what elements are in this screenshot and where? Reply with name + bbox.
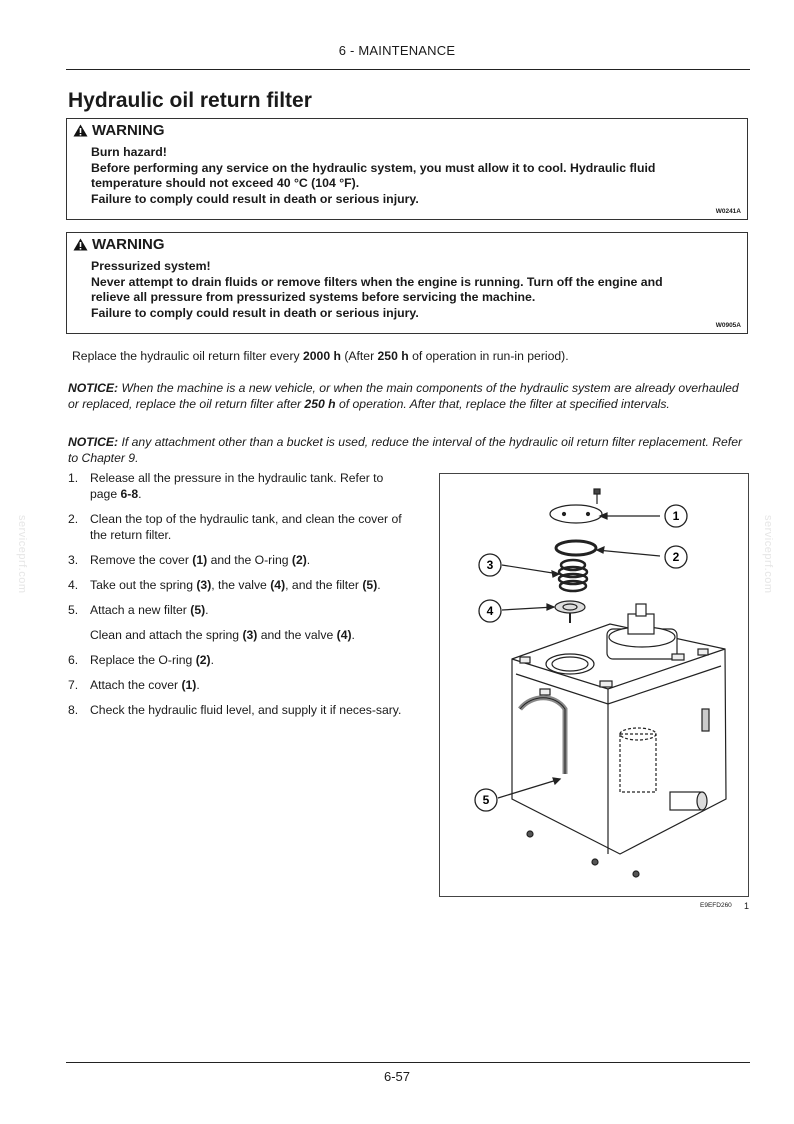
- notice-attachment: [68, 434, 752, 467]
- warning-heading: [73, 122, 165, 139]
- page-header-title: 6 - MAINTENANCE: [338, 43, 456, 58]
- figure-hydraulic-tank: [439, 473, 749, 897]
- warning-line: temperature should not exceed 40 °C (104 °F).: [91, 176, 360, 190]
- step-item: [68, 511, 413, 543]
- warning-box-burn: [66, 118, 748, 220]
- step-number: 5.: [68, 603, 79, 617]
- step-reference: (3): [242, 628, 258, 642]
- step-reference: (1): [181, 678, 197, 692]
- warning-label: WARNING: [92, 122, 165, 139]
- step-number: 1.: [68, 471, 79, 485]
- notice-text: When the machine is a new vehicle, or when the main components of the hydraulic system are already overhauled or replaced, replace the oil return filter after: [68, 381, 739, 412]
- step-item: [68, 677, 413, 693]
- warning-line: Failure to comply could result in death or serious injury.: [91, 305, 419, 320]
- warning-line: Never attempt to drain fluids or remove filters when the engine is running. Turn off the engine and: [91, 274, 663, 289]
- step-reference: (2): [291, 553, 307, 567]
- step-body: [90, 677, 413, 693]
- step-text: Clean and attach the spring: [90, 628, 243, 642]
- step-text: , the valve: [211, 578, 271, 592]
- step-text: Take out the spring: [90, 578, 197, 592]
- step-number: 4.: [68, 578, 79, 592]
- step-item: [68, 602, 413, 618]
- step-text: , and the filter: [285, 578, 363, 592]
- step-reference: (2): [195, 653, 211, 667]
- step-reference: (5): [362, 578, 378, 592]
- step-number: 8.: [68, 703, 79, 717]
- step-number: 2.: [68, 512, 79, 526]
- intro-interval: 2000 h: [303, 349, 341, 363]
- step-text: .: [138, 487, 142, 501]
- callout-3-label: 3: [486, 558, 494, 572]
- step-body: [90, 702, 413, 718]
- footer-rule: [66, 1062, 750, 1063]
- step-text: Release all the pressure in the hydraulic tank. Refer to page: [90, 471, 384, 501]
- watermark-right: serviceprf.com: [762, 515, 774, 594]
- step-body: [90, 552, 413, 568]
- page-number: 6-57: [383, 1069, 411, 1084]
- step-text: .: [377, 578, 381, 592]
- callout-4-label: 4: [486, 604, 494, 618]
- intro-text: of operation in run-in period).: [408, 349, 569, 363]
- step-reference: 6-8: [120, 487, 139, 501]
- step-item: [68, 702, 413, 718]
- notice-text: of operation. After that, replace the filter at specified intervals.: [335, 397, 670, 412]
- step-text: Attach the cover: [90, 678, 182, 692]
- step-item: [68, 552, 413, 568]
- notice-label: NOTICE:: [68, 435, 119, 449]
- notice-text: If any attachment other than a bucket is used, reduce the interval of the hydraulic oil return filter replacement. Refer to Chapter 9.: [68, 435, 743, 466]
- step-text: and the valve: [257, 628, 337, 642]
- step-body: [90, 470, 413, 502]
- step-reference: (4): [270, 578, 286, 592]
- warning-line: Failure to comply could result in death or serious injury.: [91, 191, 419, 206]
- step-text: and the O-ring: [207, 553, 292, 567]
- warning-line: Burn hazard!: [91, 145, 167, 159]
- step-text: Attach a new filter: [90, 603, 191, 617]
- step-reference: (3): [196, 578, 212, 592]
- warning-label: WARNING: [92, 236, 165, 253]
- intro-text: (After: [340, 349, 378, 363]
- header-rule: [66, 69, 750, 70]
- step-item: [68, 652, 413, 668]
- step-body: [90, 511, 413, 543]
- warning-heading: [73, 236, 165, 253]
- step-body: [90, 652, 413, 668]
- warning-box-pressure: [66, 232, 748, 334]
- step-text: Remove the cover: [90, 553, 193, 567]
- step-text: .: [205, 603, 209, 617]
- notice-label: NOTICE:: [68, 381, 119, 395]
- step-body: [90, 577, 413, 593]
- watermark-left: serviceprf.com: [16, 515, 28, 594]
- notice-interval: 250 h: [304, 397, 336, 412]
- step-number: 3.: [68, 553, 79, 567]
- step-text: Replace the O-ring: [90, 653, 196, 667]
- step-text: Check the hydraulic fluid level, and supply it if neces-sary.: [90, 703, 402, 717]
- step-reference: (1): [192, 553, 208, 567]
- step-text: .: [351, 628, 355, 642]
- warning-line: Before performing any service on the hydraulic system, you must allow it to cool. Hydraulic fluid: [91, 160, 656, 175]
- intro-text: Replace the hydraulic oil return filter every: [72, 349, 303, 363]
- callout-1-label: 1: [672, 509, 680, 523]
- step-item: [68, 470, 413, 502]
- warning-triangle-icon: [73, 238, 88, 251]
- step-number: 6.: [68, 653, 79, 667]
- step-item: [68, 577, 413, 593]
- step-text: .: [210, 653, 214, 667]
- warning-code: W0241A: [715, 208, 741, 215]
- callout-5-label: 5: [482, 793, 490, 807]
- intro-runin-interval: 250 h: [377, 349, 409, 363]
- step-body: [90, 602, 413, 618]
- warning-triangle-icon: [73, 124, 88, 137]
- figure-number: 1: [744, 901, 750, 911]
- callout-2-label: 2: [672, 550, 680, 564]
- warning-line: Pressurized system!: [91, 259, 211, 273]
- procedure-steps: [68, 470, 413, 727]
- warning-line: relieve all pressure from pressurized systems before servicing the machine.: [91, 290, 536, 304]
- step-text: Clean the top of the hydraulic tank, and clean the cover of the return filter.: [90, 512, 402, 542]
- warning-code: W0905A: [715, 322, 741, 329]
- step-number: 7.: [68, 678, 79, 692]
- step-text: .: [306, 553, 311, 567]
- step-reference: (4): [336, 628, 352, 642]
- step-text: .: [196, 678, 200, 692]
- step-reference: (5): [190, 603, 206, 617]
- hydraulic-tank-illustration: [440, 474, 748, 896]
- warning-text: [91, 259, 729, 321]
- warning-text: [91, 145, 729, 207]
- figure-caption-code: E9EFD260: [700, 902, 732, 909]
- notice-new-vehicle: [68, 380, 752, 413]
- step-substep: [90, 627, 413, 643]
- intro-paragraph: [72, 348, 756, 364]
- section-title: Hydraulic oil return filter: [68, 89, 312, 112]
